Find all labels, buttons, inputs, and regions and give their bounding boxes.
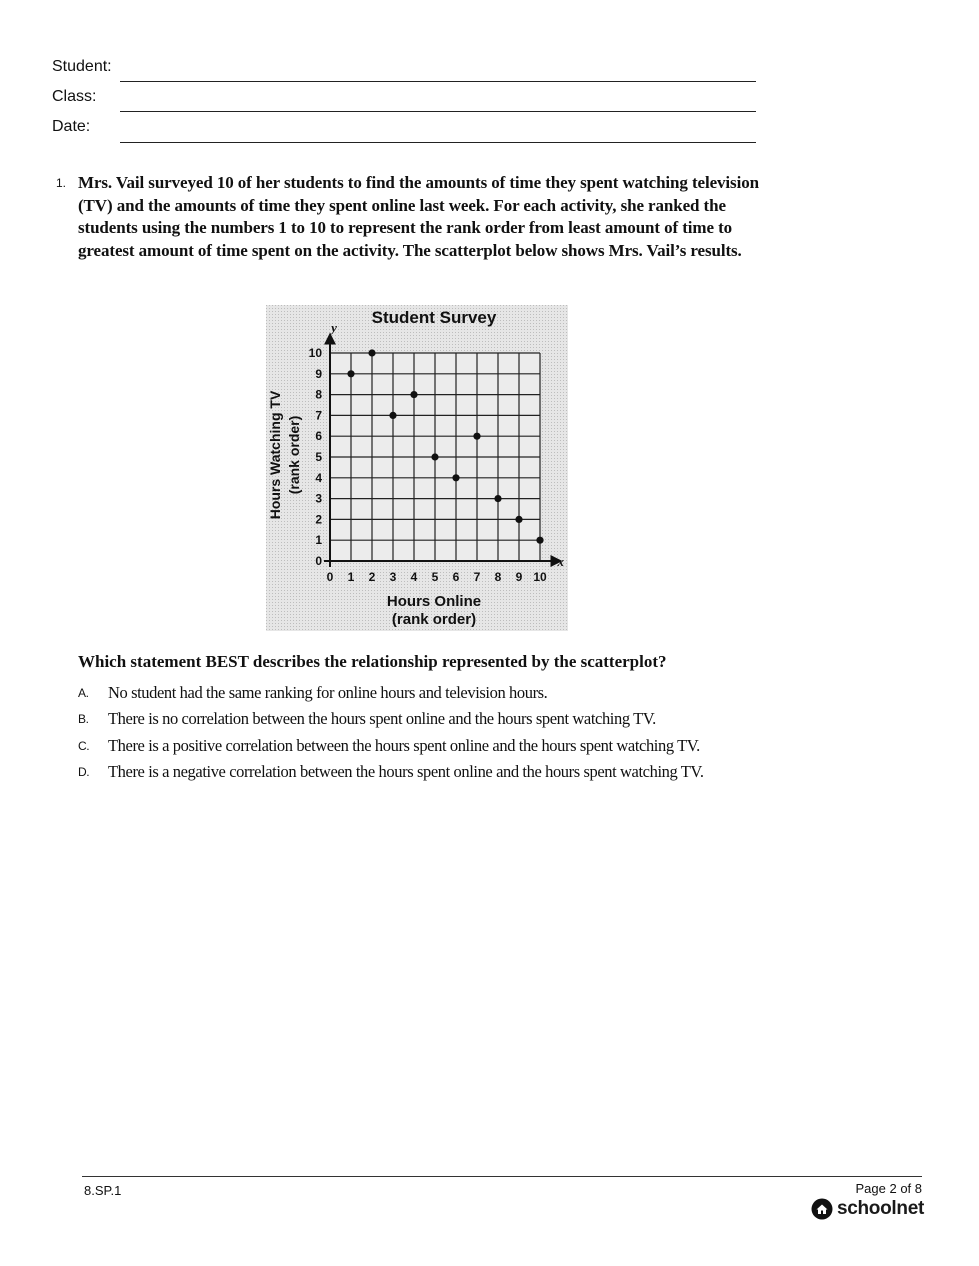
- data-point: [536, 537, 543, 544]
- x-axis-sublabel: (rank order): [391, 611, 477, 628]
- y-axis-letter: y: [331, 320, 337, 335]
- option-c[interactable]: [78, 736, 700, 756]
- option-b[interactable]: [78, 709, 656, 729]
- x-tick-label: 10: [533, 570, 547, 584]
- student-name-line[interactable]: [120, 81, 756, 82]
- data-point: [494, 495, 501, 502]
- data-point: [452, 474, 459, 481]
- schoolnet-house-icon: [811, 1198, 833, 1220]
- x-tick-label: 3: [389, 570, 397, 584]
- chart-title: Student Survey: [371, 308, 497, 327]
- data-point: [347, 370, 354, 377]
- y-tick-label: 1: [315, 533, 322, 548]
- option-d-letter: D.: [78, 765, 90, 779]
- y-tick-label: 6: [315, 429, 322, 444]
- y-axis-label: Hours Watching TV: [267, 390, 283, 520]
- x-tick-label: 1: [347, 570, 355, 584]
- x-tick-label: 8: [494, 570, 502, 584]
- scatterplot-svg: [266, 305, 568, 631]
- option-c-letter: C.: [78, 739, 90, 753]
- scatterplot-figure: [266, 305, 568, 631]
- x-axis-letter: x: [557, 554, 564, 569]
- y-tick-label: 9: [315, 366, 322, 381]
- y-tick-label: 4: [315, 470, 322, 485]
- option-b-text: There is no correlation between the hours spent online and the hours spent watching TV.: [108, 709, 656, 728]
- page-number: Page 2 of 8: [855, 1181, 922, 1196]
- data-point: [410, 391, 417, 398]
- question-text: Mrs. Vail surveyed 10 of her students to find the amounts of time they spent watching television (TV) and the amounts of time they spent online last week. For each activity, she ranked the students using the numbers 1 to 10 to represent the rank order from least amount of time to greatest amount of time spent on the activity. The scatterplot below shows Mrs. Vail’s results.: [78, 173, 759, 260]
- class-label: Class:: [52, 88, 97, 105]
- data-point: [389, 412, 396, 419]
- y-tick-label: 2: [315, 512, 322, 527]
- question-stem: Which statement BEST describes the relationship represented by the scatterplot?: [78, 652, 667, 671]
- date-label: Date:: [52, 118, 91, 135]
- standard-code: 8.SP.1: [84, 1183, 122, 1198]
- x-axis-label: Hours Online: [386, 593, 482, 610]
- y-tick-label: 10: [308, 346, 322, 360]
- x-tick-label: 9: [515, 570, 523, 584]
- x-tick-label: 5: [431, 570, 439, 584]
- y-tick-label: 3: [315, 491, 322, 506]
- data-point: [473, 433, 480, 440]
- x-tick-label: 7: [473, 570, 481, 584]
- brand-name: schoolnet: [836, 1198, 924, 1219]
- option-a-letter: A.: [78, 686, 89, 700]
- x-tick-label: 2: [368, 570, 376, 584]
- option-a-text: No student had the same ranking for online hours and television hours.: [108, 683, 548, 702]
- x-tick-label: 6: [452, 570, 460, 584]
- y-axis-sublabel: (rank order): [286, 415, 302, 495]
- y-tick-label: 8: [315, 387, 322, 402]
- footer-divider: [82, 1176, 922, 1177]
- y-tick-label: 7: [315, 408, 322, 423]
- x-tick-label: 0: [326, 570, 334, 584]
- option-b-letter: B.: [78, 712, 89, 726]
- option-d-text: There is a negative correlation between the hours spent online and the hours spent watching TV.: [108, 762, 704, 781]
- option-a[interactable]: [78, 683, 547, 703]
- data-point: [515, 516, 522, 523]
- option-c-text: There is a positive correlation between the hours spent online and the hours spent watching TV.: [108, 736, 700, 755]
- schoolnet-logo: [811, 1198, 924, 1220]
- student-label: Student:: [52, 58, 112, 75]
- date-line[interactable]: [120, 142, 756, 143]
- option-d[interactable]: [78, 762, 704, 782]
- class-name-line[interactable]: [120, 111, 756, 112]
- question-number: 1.: [56, 176, 67, 190]
- y-tick-label: 0: [315, 554, 322, 568]
- data-point: [368, 349, 375, 356]
- x-tick-label: 4: [410, 570, 418, 584]
- data-point: [431, 453, 438, 460]
- y-tick-label: 5: [315, 450, 322, 464]
